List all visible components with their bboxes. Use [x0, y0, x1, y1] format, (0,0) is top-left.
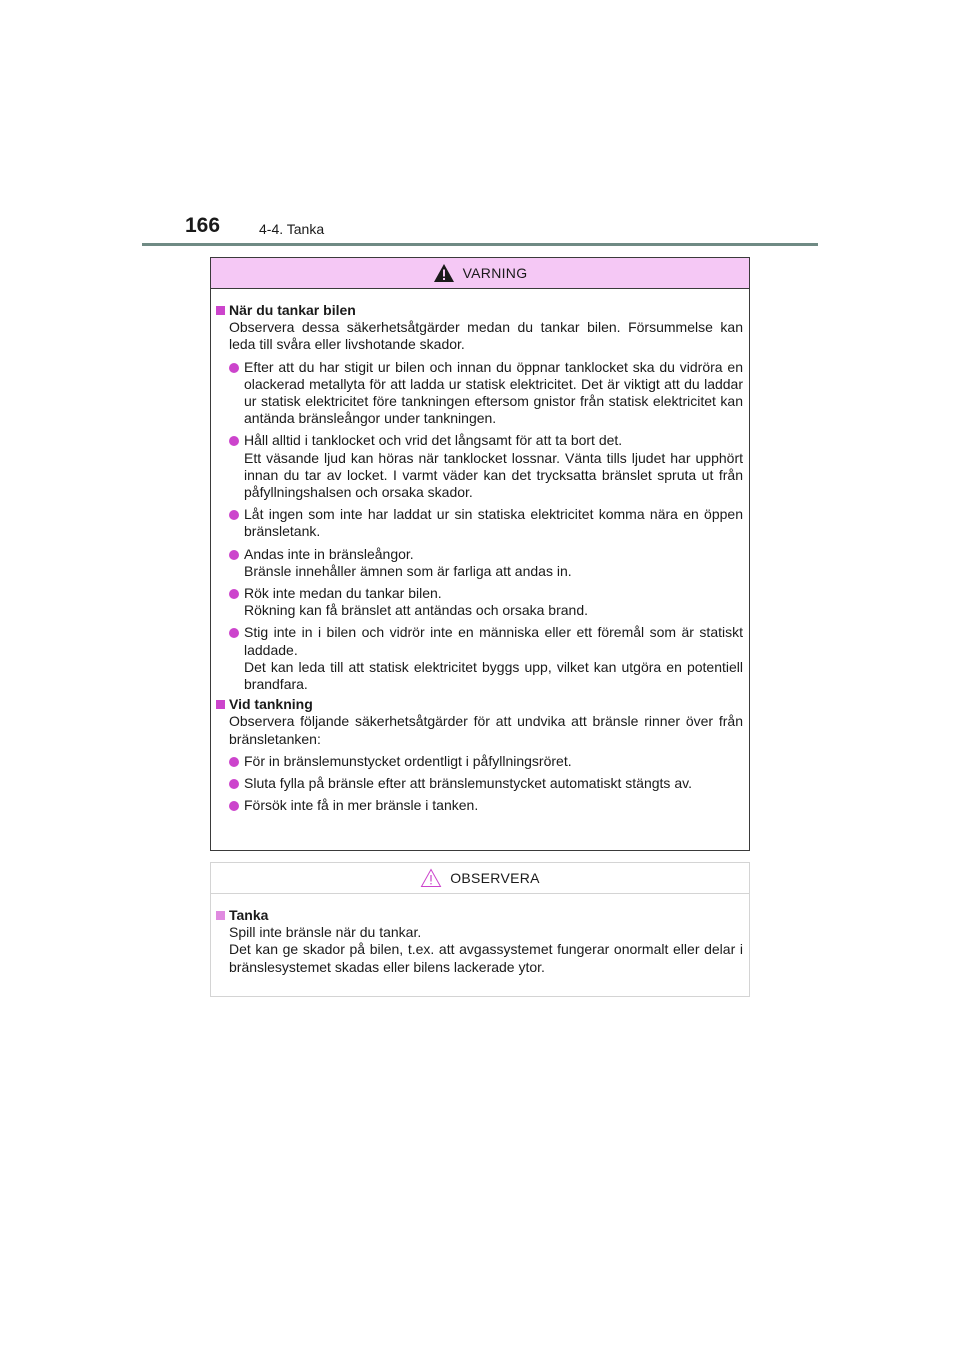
round-bullet-icon: [229, 757, 239, 767]
intro-line: Observera följande säkerhetsåtgärder för att undvika att bränsle rinner över från bränsletanken:: [229, 713, 743, 747]
notice-header: [211, 863, 749, 894]
page-number: 166: [185, 214, 221, 237]
list-item-text: [244, 432, 743, 501]
list-item-line: Det kan leda till att statisk elektricitet byggs upp, vilket kan utgöra en potentiell brandfara.: [244, 658, 743, 693]
list-item: [216, 775, 743, 792]
square-bullet-icon: [216, 700, 225, 709]
round-bullet-icon: [229, 550, 239, 560]
square-bullet-icon: [216, 911, 225, 920]
list-item-line: För in bränslemunstycket ordentligt i påfyllningsröret.: [244, 752, 572, 769]
list-item-text: [244, 624, 743, 693]
warning-box: [210, 257, 750, 851]
round-bullet-icon: [229, 436, 239, 446]
list-item-text: [244, 359, 743, 428]
round-bullet-icon: [229, 628, 239, 638]
list-item-line: Sluta fylla på bränsle efter att bränslemunstycket automatiskt stängts av.: [244, 775, 692, 792]
block-title: [216, 696, 743, 713]
list-item: [216, 753, 743, 770]
list-item-text: [244, 797, 743, 814]
list-item-text: [244, 506, 743, 540]
notice-body: [211, 894, 749, 976]
list-item: [216, 585, 743, 619]
block-title-text: Tanka: [229, 907, 269, 923]
list-item: [216, 506, 743, 540]
block-title: [216, 302, 743, 319]
caution-outline-triangle-icon: [420, 868, 442, 888]
list-item: [216, 432, 743, 501]
list-item-text: [244, 585, 743, 619]
round-bullet-icon: [229, 801, 239, 811]
round-bullet-icon: [229, 779, 239, 789]
notice-box: [210, 862, 750, 997]
list-item-line: Ett väsande ljud kan höras när tanklocket lossnar. Vänta tills ljudet har upphört innan du tar av locket. I varmt väder kan det trycksatta bränslet spruta ut från påfyllningshalsen och orsaka skador.: [244, 449, 743, 501]
block-intro: [216, 713, 743, 747]
round-bullet-icon: [229, 510, 239, 520]
list-item-text: [244, 775, 743, 792]
list-item: [216, 359, 743, 428]
intro-line: Spill inte bränsle när du tankar.: [229, 924, 422, 941]
warning-header: [211, 258, 749, 289]
header-rule: [142, 243, 818, 246]
list-item-line: Andas inte in bränsleångor.: [244, 545, 414, 562]
block-title: [216, 907, 743, 924]
warning-body: [211, 289, 749, 814]
block-intro: [216, 924, 743, 976]
square-bullet-icon: [216, 306, 225, 315]
block-title-text: Vid tankning: [229, 696, 313, 713]
list-item-line: Efter att du har stigit ur bilen och innan du öppnar tanklocket ska du vidröra en olackerad metallyta för att ladda ur statisk elektricitet. Det är viktigt att du laddar ur statisk elektricitet före tankningen eftersom gnistor från statisk elektricitet kan antända bränsleångor under tankningen.: [244, 358, 743, 427]
list-item: [216, 546, 743, 580]
list-item: [216, 797, 743, 814]
block-intro: [216, 319, 743, 353]
notice-label: OBSERVERA: [450, 870, 540, 886]
page-header: [0, 0, 960, 250]
list-item-line: Försök inte få in mer bränsle i tanken.: [244, 797, 479, 814]
list-item-text: [244, 546, 743, 580]
warning-label: VARNING: [462, 265, 528, 281]
warning-triangle-icon: [433, 263, 455, 283]
intro-line: Det kan ge skador på bilen, t.ex. att avgassystemet fungerar onormalt eller delar i bränslesystemet skadas eller bilens lackerade ytor.: [229, 941, 743, 975]
block-title-text: När du tankar bilen: [229, 302, 356, 318]
section-title: 4-4. Tanka: [259, 221, 325, 237]
list-item-line: Stig inte in i bilen och vidrör inte en människa eller ett föremål som är statiskt laddade.: [244, 624, 743, 658]
intro-line: Observera dessa säkerhetsåtgärder medan du tankar bilen. Försummelse kan leda till svåra eller livshotande skador.: [229, 319, 743, 353]
list-item-text: [244, 753, 743, 770]
list-item-line: Bränsle innehåller ämnen som är farliga att andas in.: [244, 562, 572, 579]
round-bullet-icon: [229, 363, 239, 373]
list-item-line: Rök inte medan du tankar bilen.: [244, 585, 442, 602]
round-bullet-icon: [229, 589, 239, 599]
list-item-line: Håll alltid i tanklocket och vrid det långsamt för att ta bort det.: [244, 432, 623, 449]
list-item-line: Rökning kan få bränslet att antändas och orsaka brand.: [244, 602, 588, 619]
list-item-line: Låt ingen som inte har laddat ur sin statiska elektricitet komma nära en öppen bränsletank.: [244, 506, 743, 540]
list-item: [216, 624, 743, 693]
